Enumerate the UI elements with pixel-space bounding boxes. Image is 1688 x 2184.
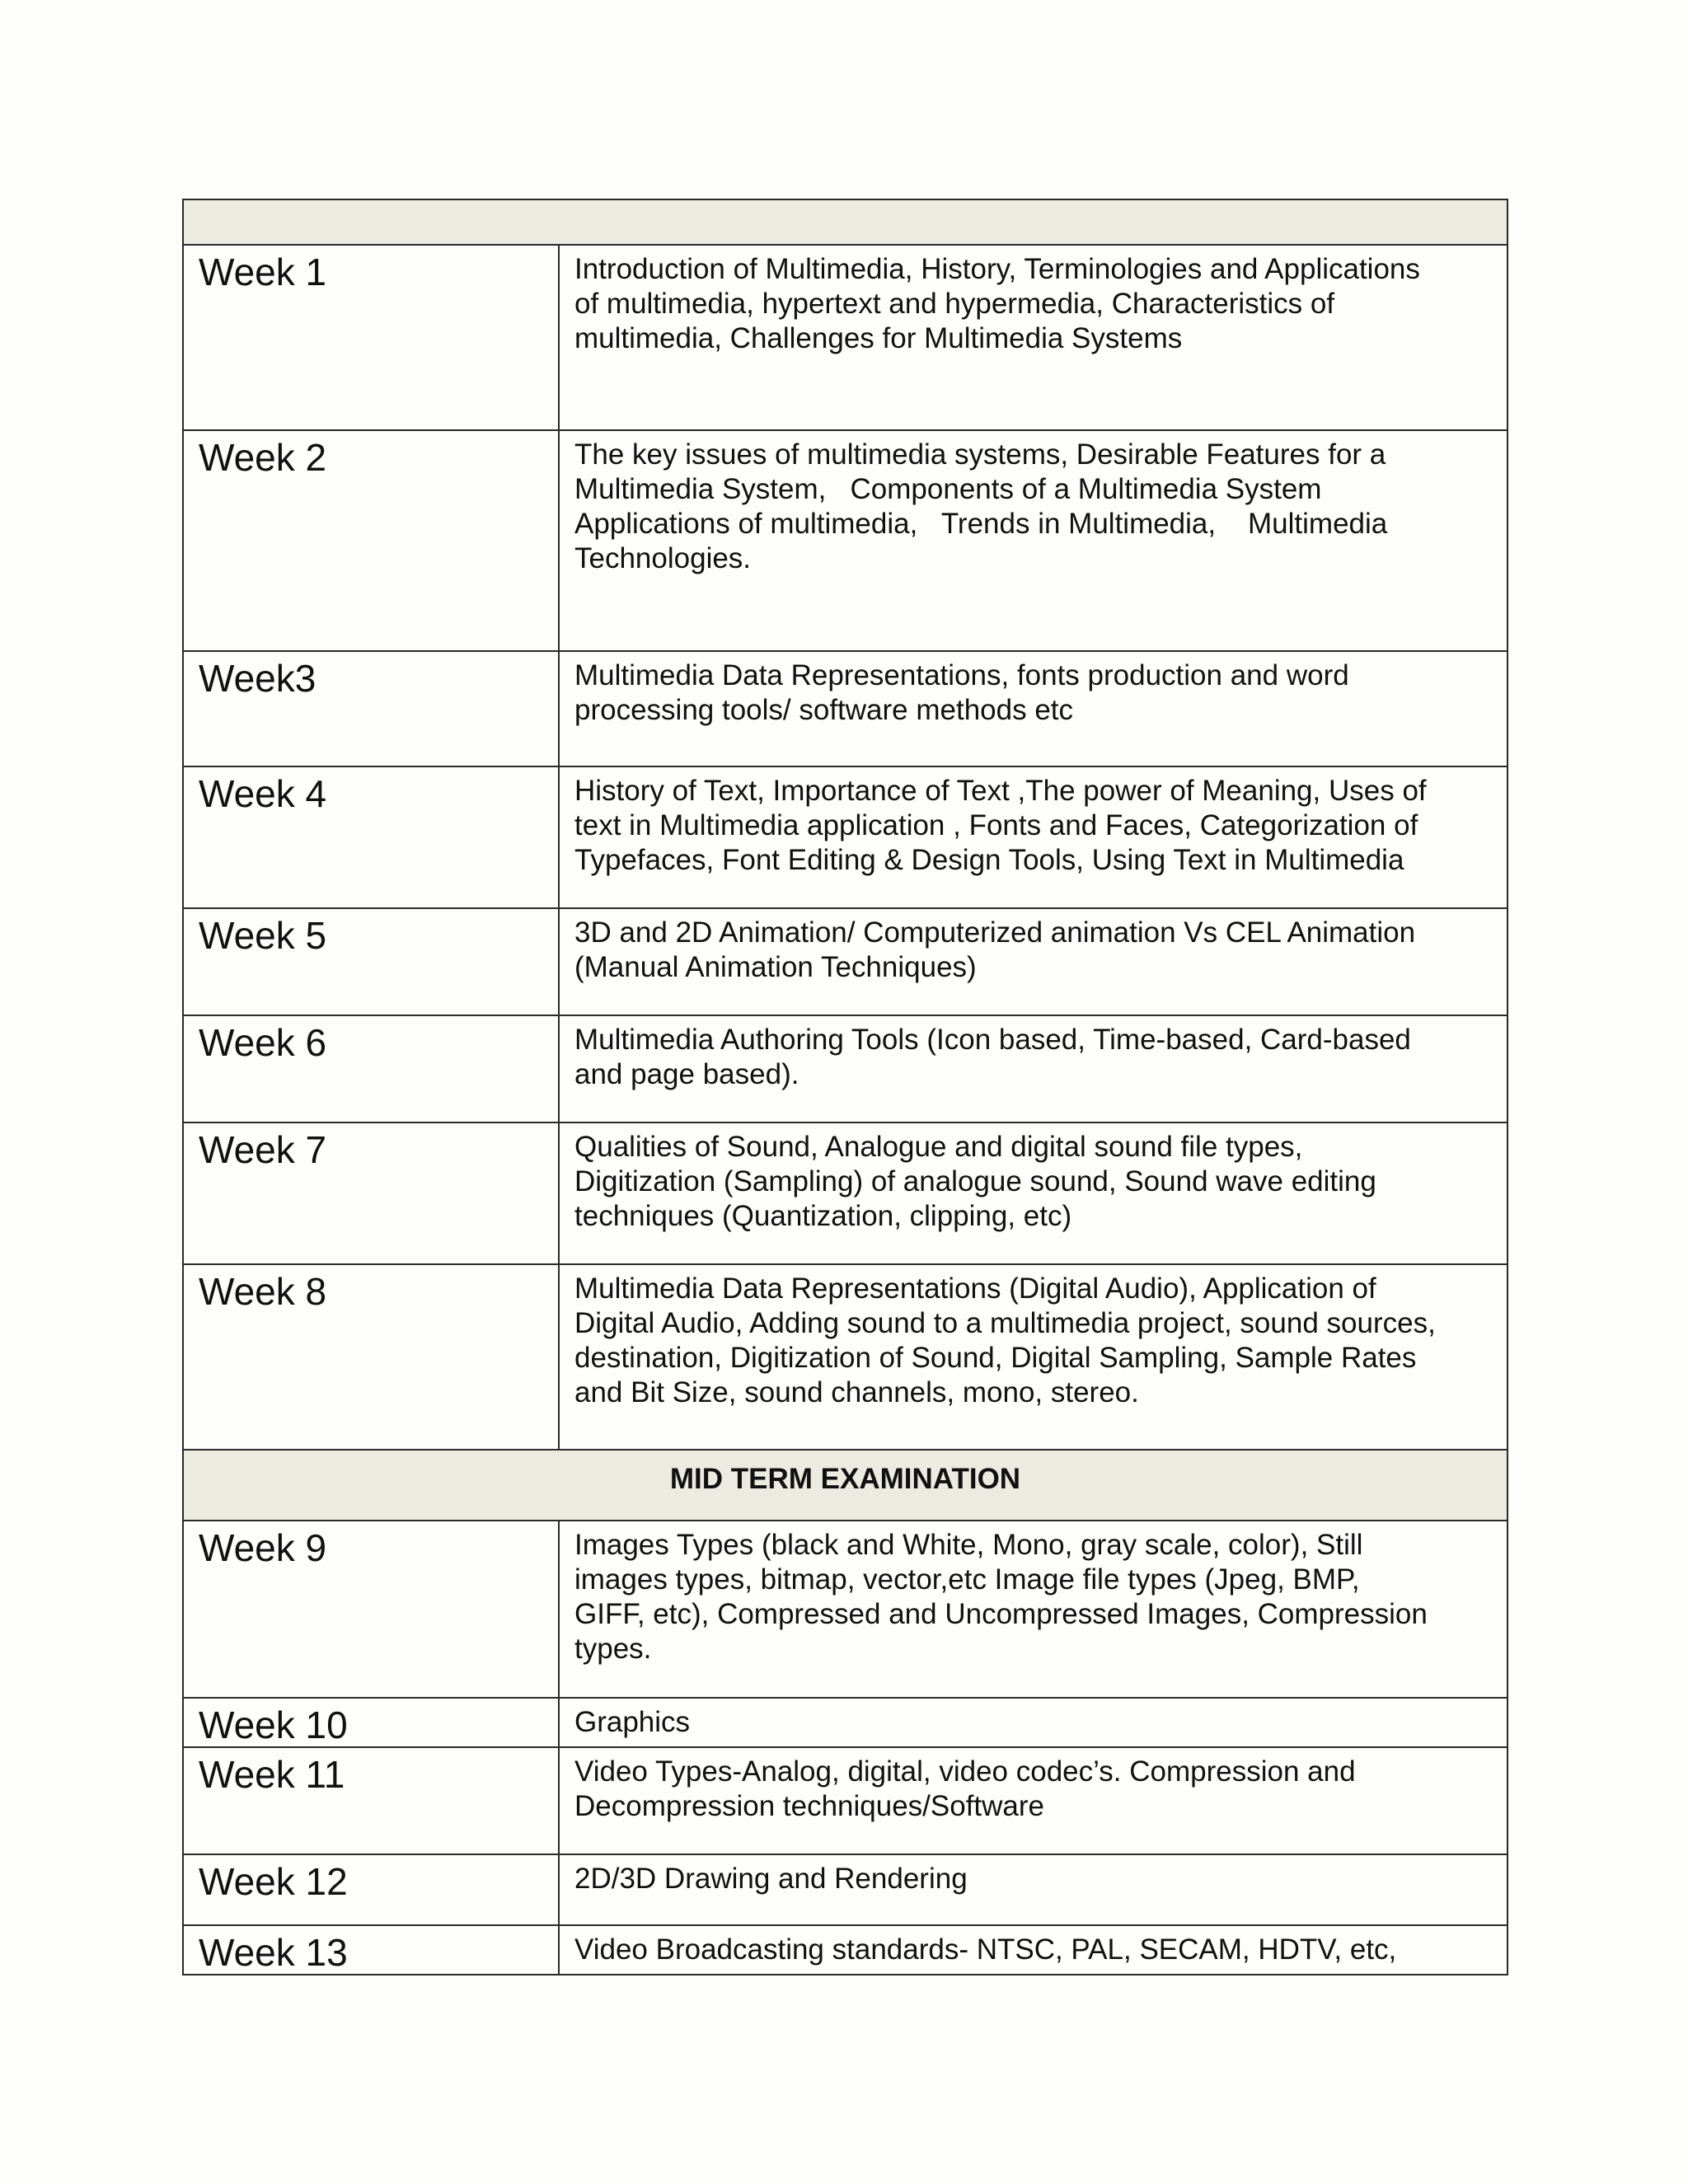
- week-topic: Multimedia Data Representations, fonts production and word processing tools/ software methods etc: [559, 651, 1507, 766]
- week-row: [183, 430, 1507, 651]
- week-row: [183, 908, 1507, 1015]
- week-topic: The key issues of multimedia systems, Desirable Features for a Multimedia System, Components of a Multimedia System Applications of multimedia, Trends in Multimedia, Multimedia Technologies.: [559, 430, 1507, 651]
- week-row: [183, 651, 1507, 766]
- midterm-label: MID TERM EXAMINATION: [183, 1450, 1507, 1521]
- week-topic: Graphics: [559, 1698, 1507, 1747]
- week-label: Week 11: [183, 1747, 559, 1854]
- week-row: [183, 1521, 1507, 1698]
- week-label: Week 13: [183, 1925, 559, 1975]
- header-band-row: [183, 199, 1507, 245]
- week-row: [183, 1698, 1507, 1747]
- week-topic: Video Broadcasting standards- NTSC, PAL, SECAM, HDTV, etc,: [559, 1925, 1507, 1975]
- week-row: [183, 1747, 1507, 1854]
- week-topic: 2D/3D Drawing and Rendering: [559, 1854, 1507, 1925]
- week-row: [183, 1122, 1507, 1264]
- week-row: [183, 1264, 1507, 1450]
- week-label: Week 12: [183, 1854, 559, 1925]
- header-band-cell: [183, 199, 1507, 245]
- week-topic: Qualities of Sound, Analogue and digital sound file types, Digitization (Sampling) of analogue sound, Sound wave editing techniques (Quantization, clipping, etc): [559, 1122, 1507, 1264]
- week-label: Week 1: [183, 245, 559, 430]
- week-row: [183, 1854, 1507, 1925]
- week-label: Week 2: [183, 430, 559, 651]
- week-label: Week3: [183, 651, 559, 766]
- week-row: [183, 1015, 1507, 1122]
- midterm-row: [183, 1450, 1507, 1521]
- week-label: Week 10: [183, 1698, 559, 1747]
- week-row: [183, 245, 1507, 430]
- week-label: Week 8: [183, 1264, 559, 1450]
- week-label: Week 5: [183, 908, 559, 1015]
- week-topic: 3D and 2D Animation/ Computerized animation Vs CEL Animation (Manual Animation Techniques): [559, 908, 1507, 1015]
- course-schedule-table: [182, 199, 1508, 1975]
- week-topic: Introduction of Multimedia, History, Terminologies and Applications of multimedia, hypertext and hypermedia, Characteristics of multimedia, Challenges for Multimedia Systems: [559, 245, 1507, 430]
- week-topic: Video Types-Analog, digital, video codec’s. Compression and Decompression techniques/Software: [559, 1747, 1507, 1854]
- week-topic: Images Types (black and White, Mono, gray scale, color), Still images types, bitmap, vector,etc Image file types (Jpeg, BMP, GIFF, etc), Compressed and Uncompressed Images, Compression types.: [559, 1521, 1507, 1698]
- week-label: Week 4: [183, 766, 559, 908]
- week-label: Week 9: [183, 1521, 559, 1698]
- week-row: [183, 1925, 1507, 1975]
- week-topic: History of Text, Importance of Text ,The power of Meaning, Uses of text in Multimedia application , Fonts and Faces, Categorization of Typefaces, Font Editing & Design Tools, Using Text in Multimedia: [559, 766, 1507, 908]
- week-row: [183, 766, 1507, 908]
- week-label: Week 6: [183, 1015, 559, 1122]
- week-topic: Multimedia Authoring Tools (Icon based, Time-based, Card-based and page based).: [559, 1015, 1507, 1122]
- week-topic: Multimedia Data Representations (Digital Audio), Application of Digital Audio, Adding sound to a multimedia project, sound sources, destination, Digitization of Sound, Digital Sampling, Sample Rates and Bit Size, sound channels, mono, stereo.: [559, 1264, 1507, 1450]
- week-label: Week 7: [183, 1122, 559, 1264]
